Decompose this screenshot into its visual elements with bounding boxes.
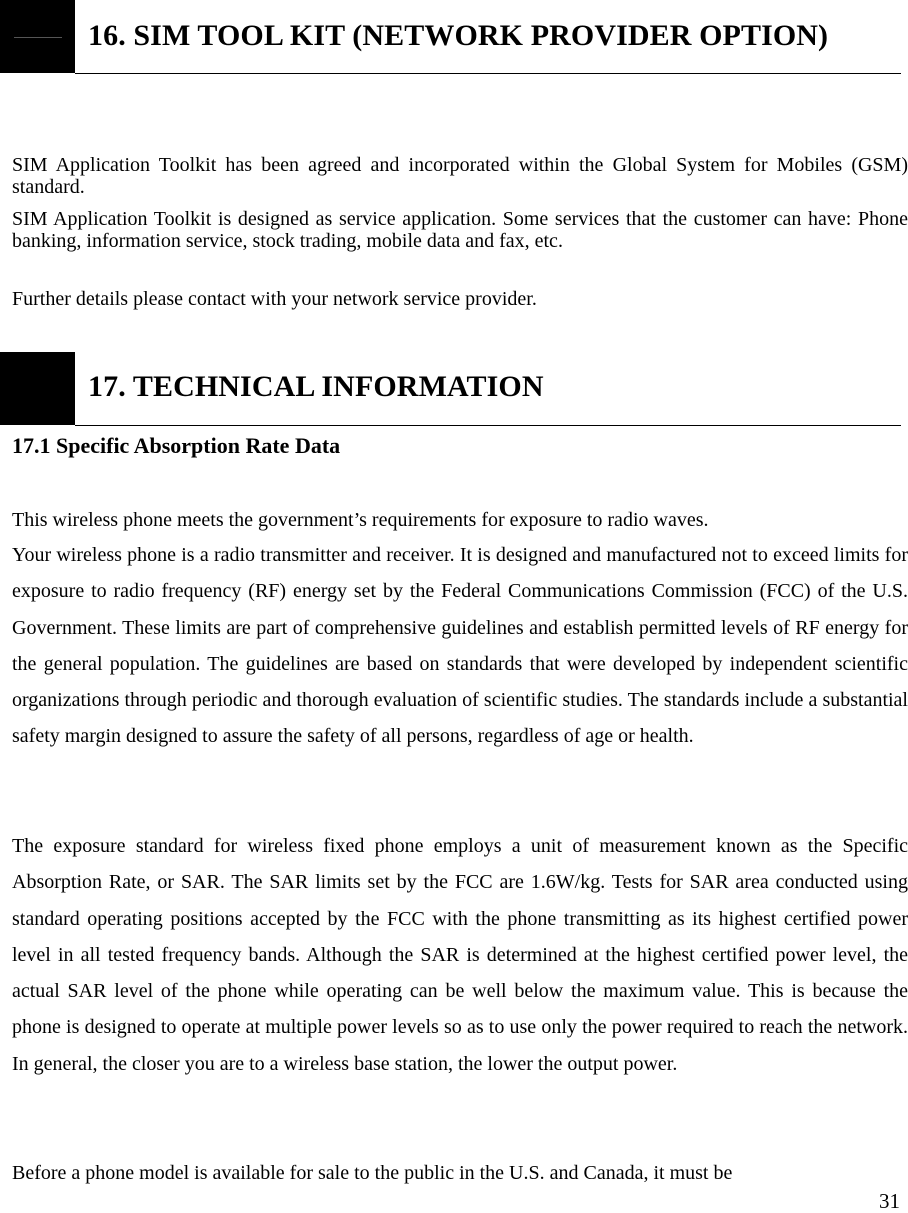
section-17-rule — [75, 425, 901, 426]
section-16-marker — [0, 0, 75, 73]
section-17-paragraph-2: The exposure standard for wireless fixed phone employs a unit of measurement known as the Specific Absorption Rate, or SAR. The SAR limits set by the FCC are 1.6W/kg. Tests for SAR area conducted using standard operating positions accepted by the FCC with the phone transmitting as its highest certified power level in all tested frequency bands. Although the SAR is determined at the highest certified power level, the actual SAR level of the phone while operating can be well below the maximum value. This is because the phone is designed to operate at multiple power levels so as to use only the power required to reach the network. In general, the closer you are to a wireless base station, the lower the output power. — [12, 835, 908, 1075]
marker-line — [14, 37, 62, 38]
section-17-intro: This wireless phone meets the government’s requirements for exposure to radio waves. — [12, 509, 709, 531]
section-17-marker — [0, 352, 75, 425]
section-16-rule — [75, 73, 901, 74]
section-17-title: 17. TECHNICAL INFORMATION — [88, 370, 544, 403]
section-16-paragraph-2: SIM Application Toolkit is designed as service application. Some services that the customer can have: Phone banking, information service, stock trading, mobile data and fax, etc. — [12, 208, 908, 252]
section-17-paragraph-3: Before a phone model is available for sale to the public in the U.S. and Canada, it must be — [12, 1162, 733, 1184]
page-number: 31 — [879, 1189, 900, 1213]
subsection-title: 17.1 Specific Absorption Rate Data — [12, 433, 341, 458]
section-16-paragraph-1: SIM Application Toolkit has been agreed and incorporated within the Global System for Mobiles (GSM) standard. — [12, 154, 908, 198]
section-17-paragraph-1: Your wireless phone is a radio transmitter and receiver. It is designed and manufactured not to exceed limits for exposure to radio frequency (RF) energy set by the Federal Communications Commission (FCC) of the U.S. Government. These limits are part of comprehensive guidelines and establish permitted levels of RF energy for the general population. The guidelines are based on standards that were developed by independent scientific organizations through periodic and thorough evaluation of scientific studies. The standards include a substantial safety margin designed to assure the safety of all persons, regardless of age or health. — [12, 544, 908, 748]
section-16-title: 16. SIM TOOL KIT (NETWORK PROVIDER OPTION) — [88, 19, 829, 52]
section-16-paragraph-3: Further details please contact with your network service provider. — [12, 288, 537, 310]
